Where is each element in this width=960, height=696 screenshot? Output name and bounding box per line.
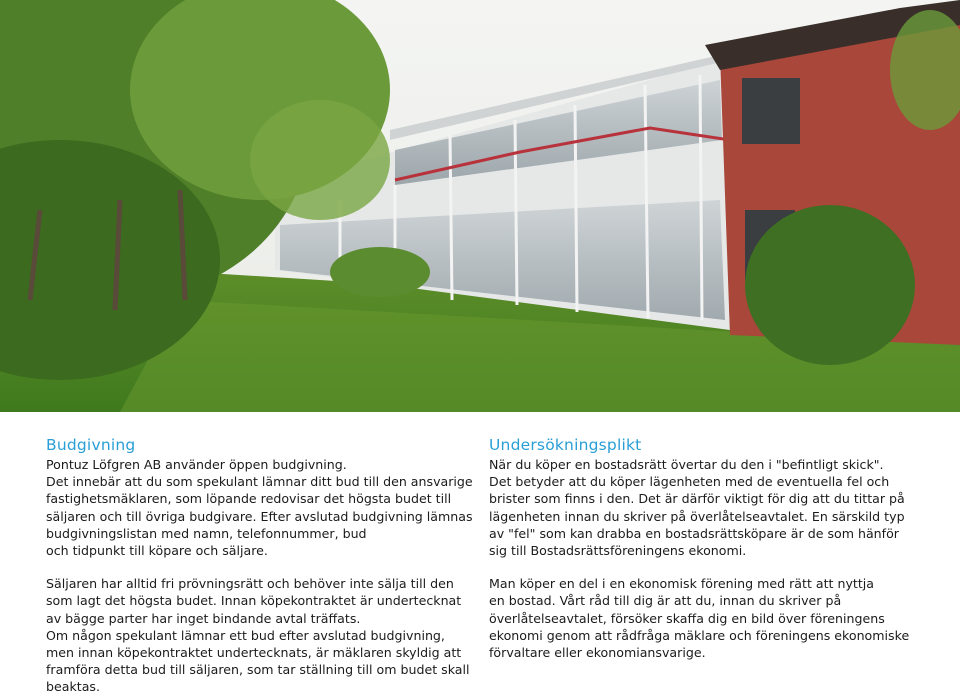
undersokningsplikt-paragraph-1: När du köper en bostadsrätt övertar du den i "befintligt skick". Det betyder att du köper lägenheten med de eventuella fel och brister som finns i den. Det är därför viktigt för dig att du tittar på lägenheten innan du skriver på överlåtelseavtalet. En särskild typ av "fel" som kan drabba en bostadsrättsköpare är de som hänför sig till Bostadsrättsföreningens ekonomi. — [489, 457, 905, 559]
budgivning-paragraph-2: Säljaren har alltid fri prövningsrätt och behöver inte sälja till den som lagt det högsta budet. Innan köpekontraktet är undertecknat av bägge parter har inget bindande avtal träffats. Om någon spekulant lämnar ett bud efter avslutad budgivning, men innan köpekontraktet undertecknats, är mäklaren skyldig att framföra detta bud till säljaren, som tar ställning till om budet skall beaktas. — [46, 576, 470, 695]
undersokningsplikt-paragraph-2: Man köper en del i en ekonomisk förening med rätt att nyttja en bostad. Vårt råd till dig är att du, innan du skriver på överlåtelseavtalet, försöker skaffa dig en bild över föreningens ekonomi genom att rådfråga mäklare och föreningens ekonomiske förvaltare eller ekonomiansvarige. — [489, 576, 910, 661]
left-column — [46, 434, 476, 696]
heading-undersokningsplikt: Undersökningsplikt — [489, 436, 642, 454]
heading-budgivning: Budgivning — [46, 436, 136, 454]
budgivning-paragraph-1: Pontuz Löfgren AB använder öppen budgivning. Det innebär att du som spekulant lämnar ditt bud till den ansvarige fastighetsmäklaren, som löpande redovisar det högsta budet till säljaren och till övriga budgivare. Efter avslutad budgivning lämnas budgivningslistan med namn, telefonnummer, bud och tidpunkt till köpare och säljare. — [46, 457, 473, 559]
right-column — [489, 434, 919, 661]
